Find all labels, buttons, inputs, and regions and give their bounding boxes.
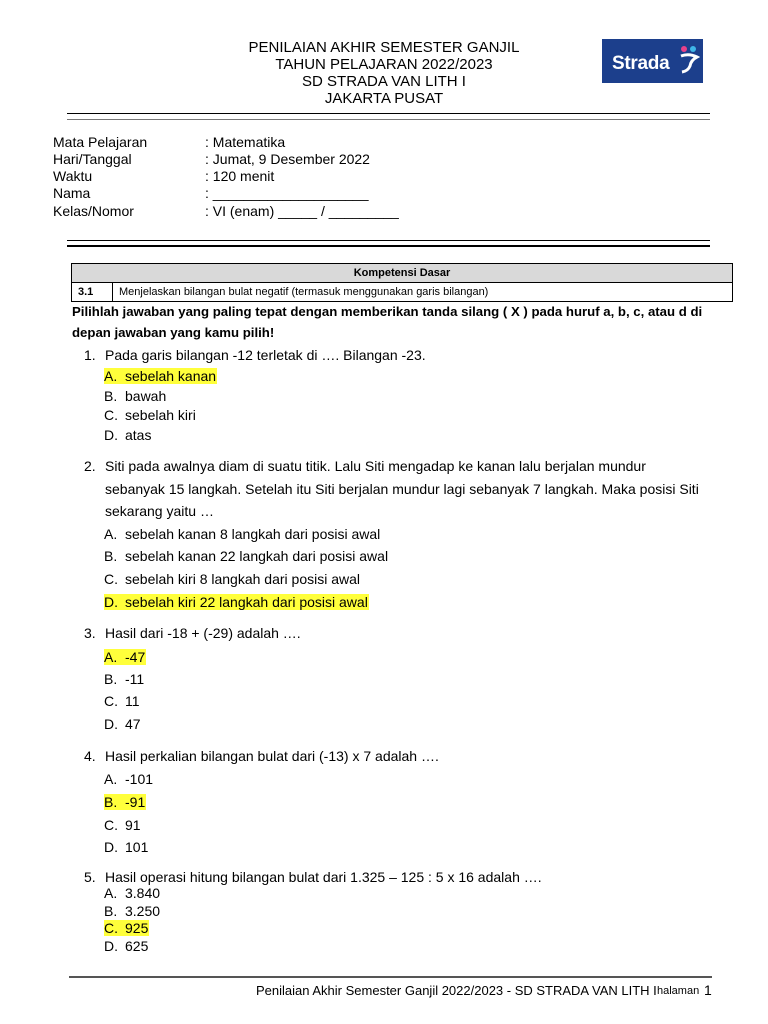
option-letter: A. bbox=[104, 526, 118, 542]
question-text: Hasil perkalian bilangan bulat dari (-13) x 7 adalah …. bbox=[105, 748, 439, 764]
header-line-4: JAKARTA PUSAT bbox=[324, 90, 444, 107]
footer-page-label: halaman bbox=[657, 985, 700, 997]
header-line-1: PENILAIAN AKHIR SEMESTER GANJIL bbox=[248, 39, 520, 56]
option-text: 925 bbox=[125, 920, 149, 936]
option-letter: B. bbox=[104, 794, 118, 810]
info-value: : Matematika bbox=[205, 134, 286, 150]
kompetensi-heading: Kompetensi Dasar bbox=[72, 264, 733, 283]
option-letter: C. bbox=[104, 920, 118, 936]
option-letter: A. bbox=[104, 368, 118, 384]
option-text: 47 bbox=[125, 716, 141, 732]
option-text: atas bbox=[125, 427, 152, 443]
option-text: 625 bbox=[125, 938, 149, 954]
option-letter: C. bbox=[104, 817, 118, 833]
option-2c[interactable] bbox=[104, 570, 360, 588]
question-text: Hasil operasi hitung bilangan bulat dari 1.325 – 125 : 5 x 16 adalah …. bbox=[105, 869, 542, 885]
option-2d[interactable] bbox=[104, 593, 369, 611]
question-text: Hasil dari -18 + (-29) adalah …. bbox=[105, 625, 301, 641]
info-value: : 120 menit bbox=[205, 168, 275, 184]
option-text: -11 bbox=[125, 671, 145, 687]
option-3c[interactable] bbox=[104, 692, 140, 710]
footer-rule bbox=[69, 976, 712, 978]
question-number: 4. bbox=[84, 748, 96, 764]
option-text: 3.250 bbox=[125, 903, 161, 919]
instruction-text: Pilihlah jawaban yang paling tepat dengan memberikan tanda silang ( X ) pada huruf a, b, c, atau d di depan jawaban yang kamu pilih! bbox=[72, 304, 703, 340]
option-3d[interactable] bbox=[104, 715, 141, 733]
option-5b[interactable] bbox=[104, 902, 160, 920]
option-text: -47 bbox=[125, 649, 146, 665]
option-text: sebelah kiri bbox=[125, 407, 196, 423]
info-value: : ____________________ bbox=[205, 185, 369, 201]
option-text: sebelah kiri 22 langkah dari posisi awal bbox=[125, 594, 368, 610]
footer-text: Penilaian Akhir Semester Ganjil 2022/2023 - SD STRADA VAN LITH I bbox=[256, 983, 657, 998]
option-text: sebelah kanan 22 langkah dari posisi awal bbox=[125, 548, 389, 564]
question-number: 3. bbox=[84, 625, 96, 641]
option-letter: B. bbox=[104, 548, 118, 564]
option-text: 11 bbox=[125, 693, 140, 709]
footer-page-number: 1 bbox=[704, 982, 712, 998]
logo-text: Strada bbox=[612, 53, 670, 74]
info-value: : Jumat, 9 Desember 2022 bbox=[205, 151, 370, 167]
strada-logo bbox=[602, 39, 703, 83]
info-rule-bottom bbox=[67, 245, 710, 247]
header-rule-top bbox=[67, 113, 710, 114]
header-line-2: TAHUN PELAJARAN 2022/2023 bbox=[275, 56, 493, 73]
info-label: Waktu bbox=[53, 168, 93, 184]
kompetensi-table bbox=[71, 263, 733, 302]
option-1d[interactable] bbox=[104, 426, 151, 444]
info-value: : VI (enam) _____ / _________ bbox=[205, 203, 399, 219]
option-1c[interactable] bbox=[104, 406, 196, 424]
option-4b[interactable] bbox=[104, 793, 146, 811]
info-label: Mata Pelajaran bbox=[53, 134, 148, 150]
option-text: sebelah kiri 8 langkah dari posisi awal bbox=[125, 571, 361, 587]
option-text: 3.840 bbox=[125, 885, 161, 901]
option-5c[interactable] bbox=[104, 919, 149, 937]
option-text: bawah bbox=[125, 388, 167, 404]
option-3a[interactable] bbox=[104, 648, 146, 666]
option-2b[interactable] bbox=[104, 547, 388, 565]
question-text: Siti pada awalnya diam di suatu titik. Lalu Siti mengadap ke kanan lalu berjalan mundur sebanyak 15 langkah. Setelah itu Siti berjalan mundur lagi sebanyak 7 langkah. Maka posisi Siti sekarang yaitu … bbox=[105, 458, 699, 519]
question-number: 1. bbox=[84, 347, 96, 363]
option-5d[interactable] bbox=[104, 937, 148, 955]
option-letter: C. bbox=[104, 693, 118, 709]
option-letter: B. bbox=[104, 903, 118, 919]
option-4a[interactable] bbox=[104, 770, 153, 788]
option-letter: C. bbox=[104, 407, 118, 423]
header-line-3: SD STRADA VAN LITH I bbox=[302, 73, 466, 90]
option-4d[interactable] bbox=[104, 838, 148, 856]
option-letter: D. bbox=[104, 839, 118, 855]
info-label: Nama bbox=[53, 185, 91, 201]
option-letter: D. bbox=[104, 716, 118, 732]
option-letter: A. bbox=[104, 771, 118, 787]
option-3b[interactable] bbox=[104, 670, 144, 688]
option-letter: D. bbox=[104, 427, 118, 443]
option-text: -91 bbox=[125, 794, 146, 810]
option-2a[interactable] bbox=[104, 525, 380, 543]
info-rule-top bbox=[67, 240, 710, 241]
option-text: sebelah kanan 8 langkah dari posisi awal bbox=[125, 526, 381, 542]
info-label: Kelas/Nomor bbox=[53, 203, 134, 219]
option-1b[interactable] bbox=[104, 387, 166, 405]
option-text: -101 bbox=[125, 771, 154, 787]
option-letter: D. bbox=[104, 594, 118, 610]
option-letter: A. bbox=[104, 885, 118, 901]
option-4c[interactable] bbox=[104, 816, 141, 834]
option-letter: C. bbox=[104, 571, 118, 587]
option-text: 91 bbox=[125, 817, 141, 833]
info-label: Hari/Tanggal bbox=[53, 151, 132, 167]
kompetensi-code: 3.1 bbox=[72, 283, 113, 302]
option-letter: B. bbox=[104, 388, 118, 404]
header-rule-bottom bbox=[67, 119, 710, 120]
option-5a[interactable] bbox=[104, 884, 160, 902]
option-letter: B. bbox=[104, 671, 118, 687]
option-letter: D. bbox=[104, 938, 118, 954]
kompetensi-description: Menjelaskan bilangan bulat negatif (termasuk menggunakan garis bilangan) bbox=[113, 283, 733, 302]
option-letter: A. bbox=[104, 649, 118, 665]
option-text: 101 bbox=[125, 839, 149, 855]
question-number: 2. bbox=[84, 458, 96, 474]
question-text: Pada garis bilangan -12 terletak di …. Bilangan -23. bbox=[105, 347, 426, 363]
option-1a[interactable] bbox=[104, 367, 217, 385]
logo-figure-icon bbox=[678, 44, 700, 74]
option-text: sebelah kanan bbox=[125, 368, 217, 384]
question-number: 5. bbox=[84, 869, 96, 885]
